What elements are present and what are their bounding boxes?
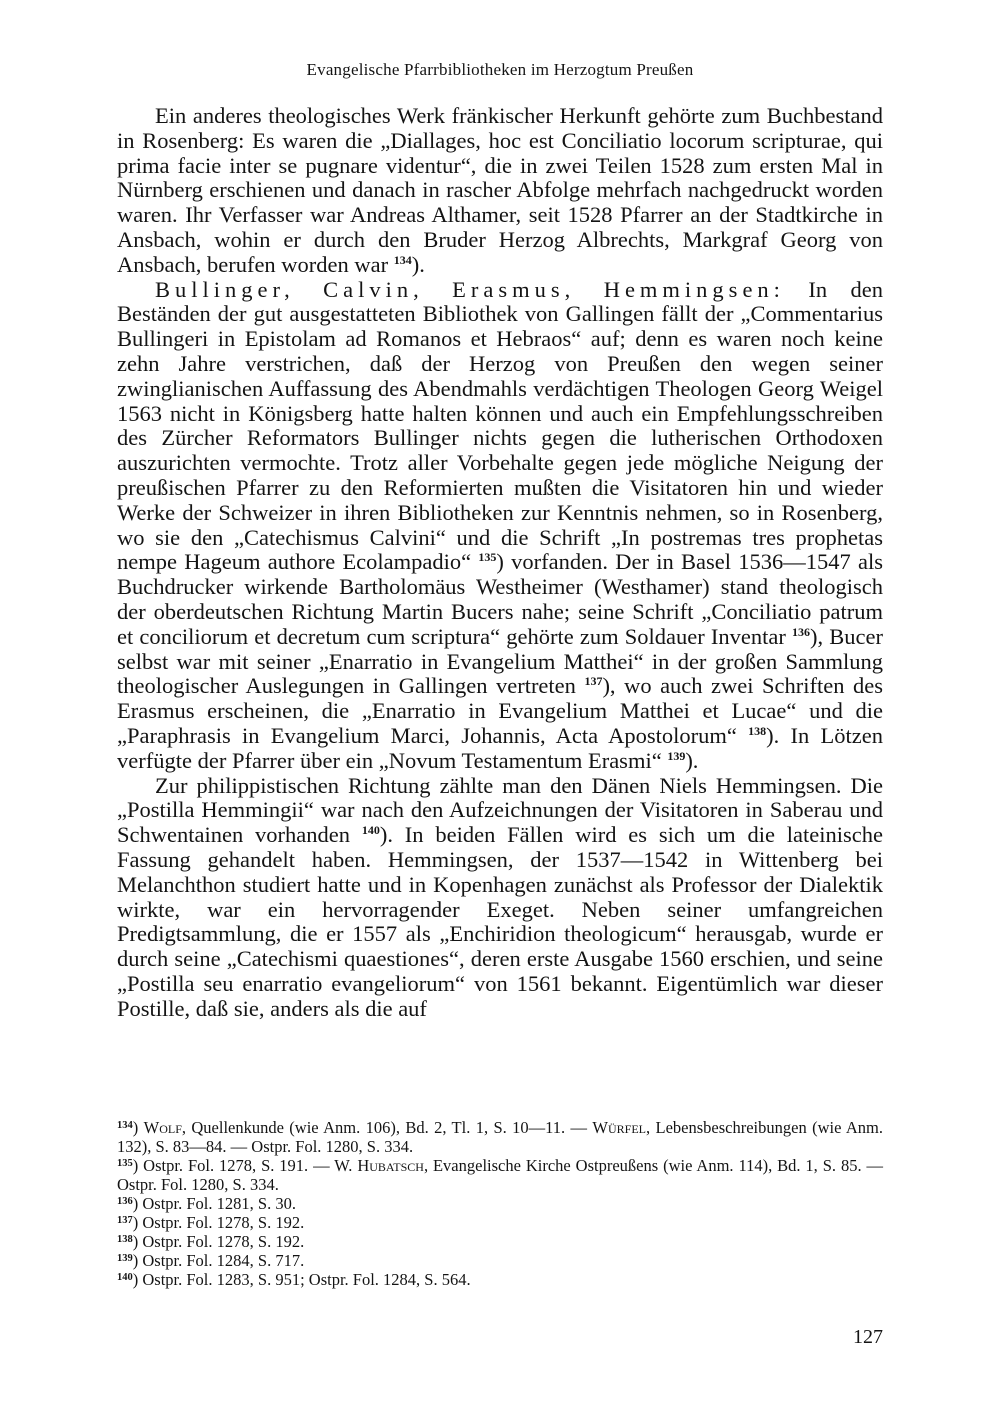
footnote-ref[interactable]: 136 [792, 624, 810, 639]
footnote-ref[interactable]: 138 [748, 723, 767, 738]
footnote: $^{137}$) Ostpr. Fol. 1278, S. 192. [117, 1213, 305, 1232]
footnote: $^{135}$) Ostpr. Fol. 1278, S. 191. — W. Hubatsch, Evangelische Kirche Ostpreußens (wie Anm. 114), Bd. 1, S. 85. — Ostpr. Fol. 1280, S. 334. [117, 1156, 883, 1194]
footnote: $^{138}$) Ostpr. Fol. 1278, S. 192. [117, 1232, 305, 1251]
footnote: $^{139}$) Ostpr. Fol. 1284, S. 717. [117, 1251, 305, 1270]
running-head: Evangelische Pfarrbibliotheken im Herzogtum Preußen [306, 60, 694, 79]
footnote: $^{136}$) Ostpr. Fol. 1281, S. 30. [117, 1194, 296, 1213]
body-text [117, 104, 883, 1021]
paragraph: Bullinger, Calvin, Erasmus, Hemmingsen: In den Beständen der gut ausgestatteten Bibliothek von Gallingen fällt der „Commentarius Bullingeri in Epistolam ad Romanos et Hebraos“ auf; denn es waren noch keine zehn Jahre verstrichen, daß der Herzog von Preußen den wegen seiner zwinglianischen Auffassung des Abendmahls verdächtigen Theologen Georg Weigel 1563 nicht in Königsberg hatte halten können und auch ein Empfehlungsschreiben des Zürcher Reformators Bullinger nichts gegen die lutherischen Orthodoxen auszurichten vermochte. Trotz aller Vorbehalte gegen jede mögliche Neigung der preußischen Pfarrer zu den Reformierten mußten die Visitatoren hin und wieder Werke der Schweizer in ihren Bibliotheken zur Kenntnis nehmen, so in Rosenberg, wo sie den „Catechismus Calvini“ und die Schrift „In postremas tres prophetas nempe Hageum authore Ecolampadio“ $^{135}$) vorfanden. Der in Basel 1536—1547 als Buchdrucker wirkende Bartholomäus Westheimer (Westhamer) stand theologisch der oberdeutschen Richtung Martin Bucers nahe; seine Schrift „Conciliatio patrum et conciliorum et decretum cum scriptura“ gehörte zum Soldauer Inventar $^{136}$), Bucer selbst war mit seiner „Enarratio in Evangelium Matthei“ in der großen Sammlung theologischer Auslegungen in Gallingen vertreten $^{137}$), wo auch zwei Schriften des Erasmus erscheinen, die „Enarratio in Evangelium Matthei et Lucae“ und die „Paraphrasis in Evangelium Marci, Johannis, Acta Apostolorum“ $^{138}$). In Lötzen verfügte der Pfarrer über ein „Novum Testamentum Erasmi“ $^{139}$). [117, 276, 884, 773]
footnotes [117, 1118, 883, 1289]
footnote: $^{134}$) Wolf, Quellenkunde (wie Anm. 106), Bd. 2, Tl. 1, S. 10—11. — Würfel, Lebensbeschreibungen (wie Anm. 132), S. 83—84. — Ostpr. Fol. 1280, S. 334. [117, 1118, 883, 1156]
footnote-ref[interactable]: 140 [361, 823, 380, 838]
footnote: $^{140}$) Ostpr. Fol. 1283, S. 951; Ostpr. Fol. 1284, S. 564. [117, 1270, 471, 1289]
paragraph: Ein anderes theologisches Werk fränkischer Herkunft gehörte zum Buchbestand in Rosenberg: Es waren die „Diallages, hoc est Conciliatio locorum scripturae, qui prima facie inter se pugnare videntur“, die in zwei Teilen 1528 zum ersten Mal in Nürnberg erschienen und danach in rascher Abfolge mehrfach nachgedruckt worden waren. Ihr Verfasser war Andreas Althamer, seit 1528 Pfarrer an der Stadtkirche in Ansbach, wohin er durch den Bruder Herzog Albrechts, Markgraf Georg von Ansbach, berufen worden war $^{134}$). [117, 103, 883, 277]
footnote-ref[interactable]: 135 [478, 550, 497, 565]
footnote-ref[interactable]: 134 [393, 252, 412, 267]
footnote-ref[interactable]: 139 [667, 748, 686, 763]
paragraph: Zur philippistischen Richtung zählte man den Dänen Niels Hemmingsen. Die „Postilla Hemmingii“ war nach den Aufzeichnungen der Visitatoren in Saberau und Schwentainen vorhanden $^{140}$). In beiden Fällen wird es sich um die lateinische Fassung gehandelt haben. Hemmingsen, der 1537—1542 in Wittenberg bei Melanchthon studiert hatte und in Kopenhagen zunächst als Professor der Dialektik wirkte, war ein hervorragender Exeget. Neben seiner umfangreichen Predigtsammlung, die er 1557 als „Enchiridion theologicum“ herausgab, wurde er durch seine „Catechismi quaestiones“, deren erste Ausgabe 1560 erschien, und seine „Postilla seu enarratio evangeliorum“ von 1561 bekannt. Eigentümlich war dieser Postille, daß sie, anders als die auf [117, 772, 884, 1021]
footnote-ref[interactable]: 137 [584, 674, 603, 689]
page-number: 127 [853, 1326, 883, 1348]
spaced-heading-text: Bullinger, Calvin, Erasmus, Hemmingsen: [155, 276, 785, 302]
